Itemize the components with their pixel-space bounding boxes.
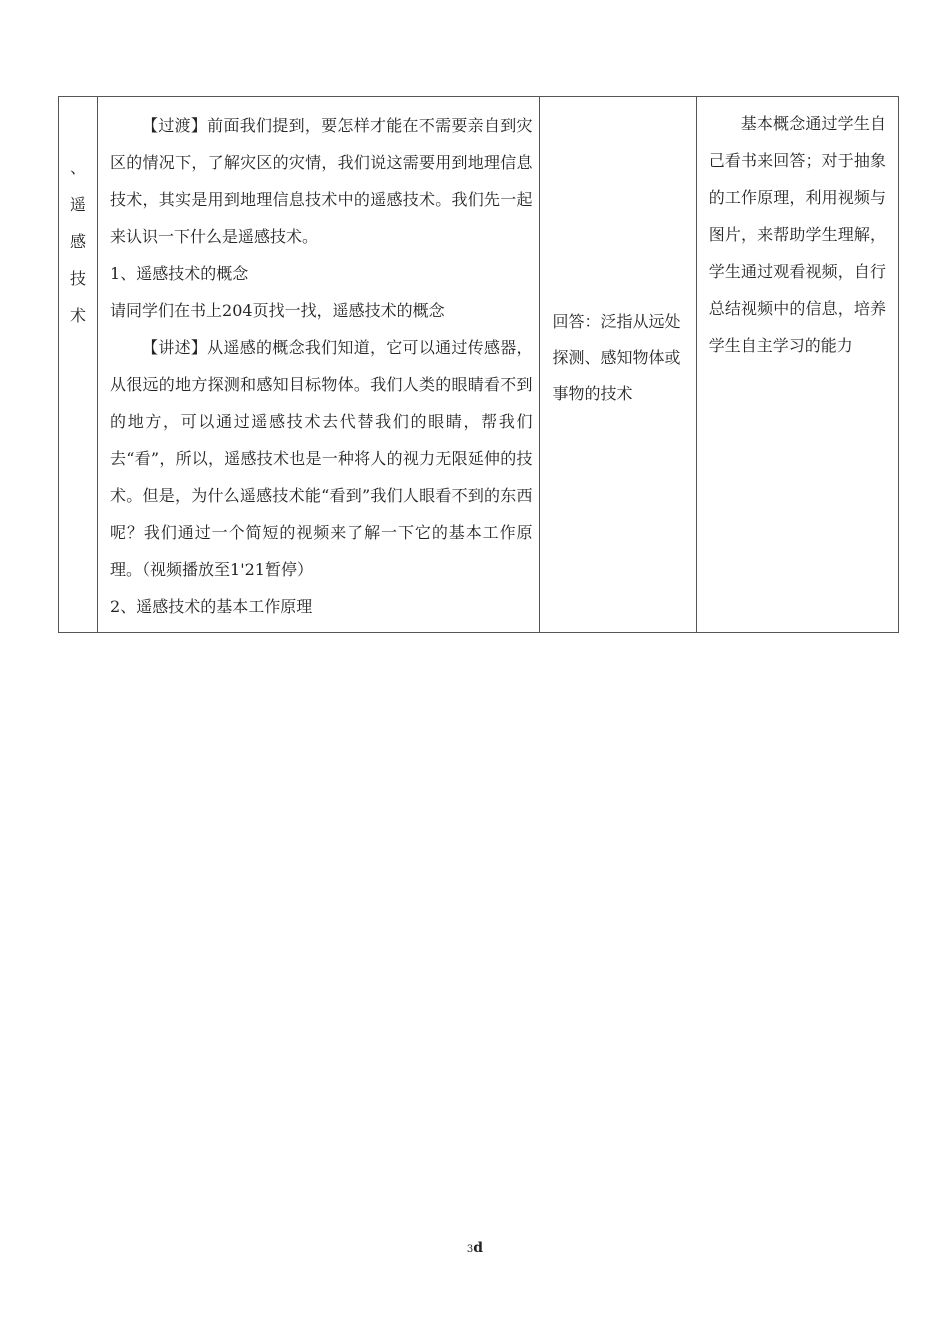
design-intent-cell [696,97,898,633]
design-intent-text: 基本概念通过学生自己看书来回答；对于抽象的工作原理，利用视频与图片，来帮助学生理解，学生通过观看视频，自行总结视频中的信息，培养学生自主学习的能力 [708,114,886,355]
principle-heading: 2、遥感技术的基本工作原理 [110,597,313,616]
student-activity-cell [539,97,696,633]
section-char: 、 [70,158,87,177]
section-title [59,97,97,334]
concept-instruction: 请同学们在书上204页找一找，遥感技术的概念 [110,301,445,320]
lecture-paragraph: 【讲述】从遥感的概念我们知道，它可以通过传感器，从很远的地方探测和感知目标物体。我们人类的眼睛看不到的地方，可以通过遥感技术去代替我们的眼睛，帮我们去“看”，所以，遥感技术也是一种将人的视力无限延伸的技术。但是，为什么遥感技术能“看到”我们人眼看不到的东西呢？我们通过一个简短的视频来了解一下它的基本工作原理。（视频播放至1'21暂停） [110,338,533,579]
concept-heading: 1、遥感技术的概念 [110,264,249,283]
teaching-process-cell [98,97,540,633]
section-char: 术 [70,306,87,325]
table-row [59,97,899,633]
section-char: 遥 [70,195,87,214]
section-char: 感 [70,232,87,251]
section-cell [59,97,98,633]
page-number: 3d [466,1240,484,1256]
transition-paragraph: 【过渡】前面我们提到，要怎样才能在不需要亲自到灾区的情况下，了解灾区的灾情，我们说这需要用到地理信息技术，其实是用到地理信息技术中的遥感技术。我们先一起来认识一下什么是遥感技术。 [110,116,533,246]
section-char: 技 [70,269,87,288]
lesson-plan-table [58,96,899,633]
student-answer: 回答：泛指从远处探测、感知物体或事物的技术 [552,312,681,403]
